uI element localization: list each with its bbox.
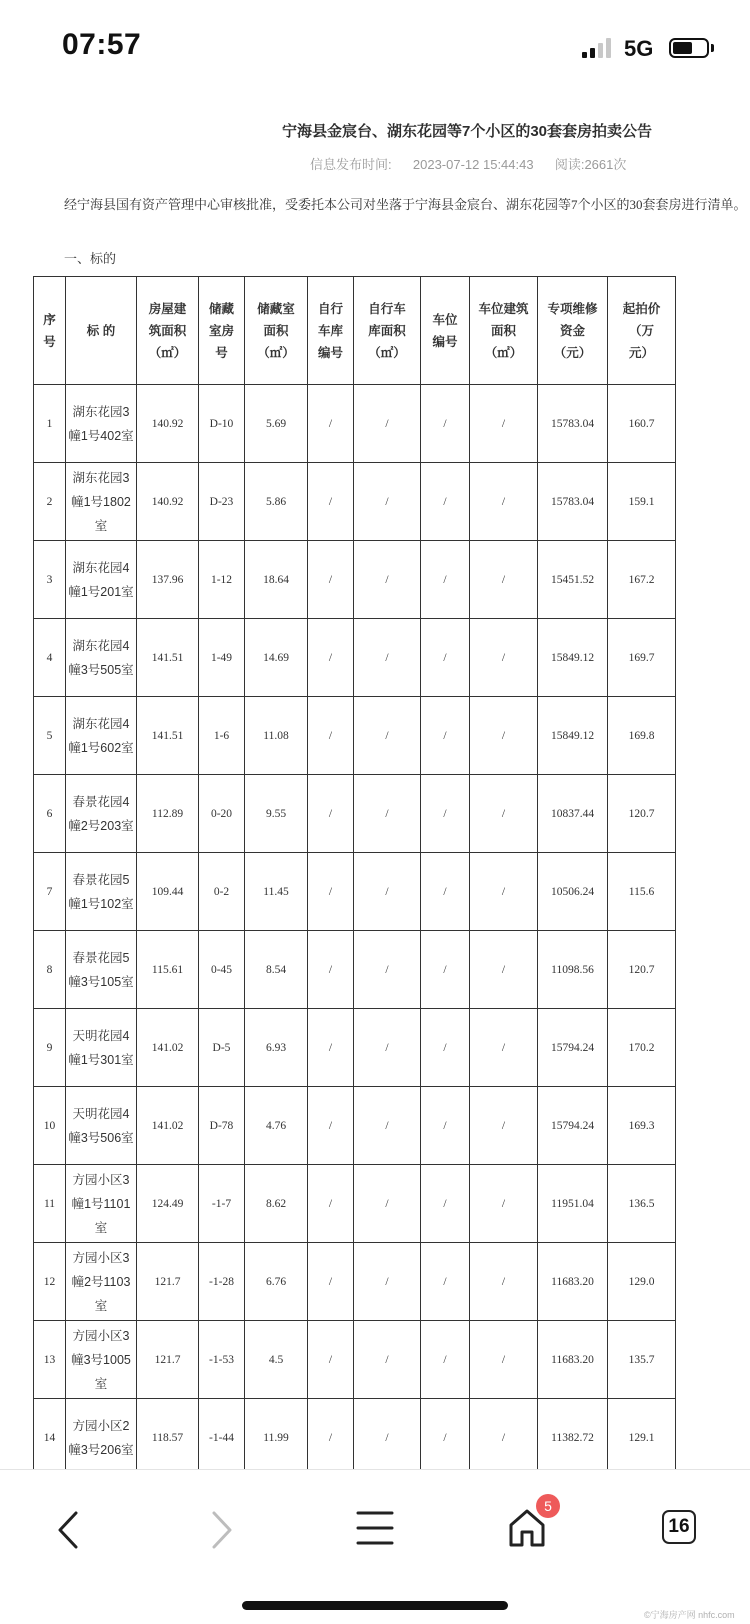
cell-bike-garage-area: / [354, 1165, 421, 1243]
cell-parking-area: / [470, 541, 538, 619]
cell-floor-area: 121.7 [137, 1321, 199, 1399]
cell-index: 14 [34, 1399, 66, 1470]
cell-bike-garage-area: / [354, 1087, 421, 1165]
status-bar [0, 0, 750, 92]
cell-storage-no: -1-53 [199, 1321, 245, 1399]
cell-parking-area: / [470, 1009, 538, 1087]
header-storage-area: 储藏室面积（㎡） [245, 277, 308, 385]
cell-index: 1 [34, 385, 66, 463]
cell-item: 方园小区3幢2号1103室 [66, 1243, 137, 1321]
cell-parking-area: / [470, 775, 538, 853]
cell-storage-area: 9.55 [245, 775, 308, 853]
header-starting-price: 起拍价（万元） [608, 277, 676, 385]
cell-parking-no: / [421, 463, 470, 541]
table-row [34, 931, 676, 1009]
table-row [34, 385, 676, 463]
cell-index: 13 [34, 1321, 66, 1399]
status-time: 07:57 [62, 28, 142, 61]
cell-bike-garage-area: / [354, 931, 421, 1009]
header-floor-area: 房屋建筑面积（㎡） [137, 277, 199, 385]
cell-storage-area: 14.69 [245, 619, 308, 697]
battery-cap [711, 44, 714, 52]
cell-floor-area: 118.57 [137, 1399, 199, 1470]
cell-maintenance-fund: 15451.52 [538, 541, 608, 619]
section-heading: 一、标的 [64, 251, 117, 266]
cell-bike-garage-no: / [308, 697, 354, 775]
cell-bike-garage-no: / [308, 619, 354, 697]
cell-parking-area: / [470, 1321, 538, 1399]
cell-starting-price: 170.2 [608, 1009, 676, 1087]
cell-starting-price: 136.5 [608, 1165, 676, 1243]
cell-parking-no: / [421, 1165, 470, 1243]
battery-level [673, 42, 692, 54]
cell-bike-garage-no: / [308, 463, 354, 541]
cell-starting-price: 169.7 [608, 619, 676, 697]
cell-floor-area: 115.61 [137, 931, 199, 1009]
cell-storage-no: D-78 [199, 1087, 245, 1165]
cell-parking-no: / [421, 385, 470, 463]
cell-storage-area: 6.93 [245, 1009, 308, 1087]
cell-floor-area: 141.51 [137, 697, 199, 775]
cell-storage-no: 1-6 [199, 697, 245, 775]
cell-parking-no: / [421, 1009, 470, 1087]
cell-bike-garage-no: / [308, 1399, 354, 1470]
cell-maintenance-fund: 15783.04 [538, 385, 608, 463]
cell-bike-garage-area: / [354, 463, 421, 541]
table-row [34, 775, 676, 853]
cell-bike-garage-area: / [354, 775, 421, 853]
cell-maintenance-fund: 11382.72 [538, 1399, 608, 1470]
cell-storage-area: 4.76 [245, 1087, 308, 1165]
cell-bike-garage-area: / [354, 619, 421, 697]
cell-item: 春景花园4幢2号203室 [66, 775, 137, 853]
cell-parking-no: / [421, 775, 470, 853]
cell-parking-no: / [421, 1087, 470, 1165]
cell-item: 天明花园4幢1号301室 [66, 1009, 137, 1087]
cell-floor-area: 124.49 [137, 1165, 199, 1243]
cell-storage-area: 8.54 [245, 931, 308, 1009]
cell-starting-price: 115.6 [608, 853, 676, 931]
header-parking-no: 车位编号 [421, 277, 470, 385]
cell-storage-no: -1-44 [199, 1399, 245, 1470]
cell-item: 春景花园5幢3号105室 [66, 931, 137, 1009]
cell-bike-garage-no: / [308, 1321, 354, 1399]
menu-icon [356, 1510, 394, 1546]
home-badge: 5 [536, 1494, 560, 1518]
cell-parking-no: / [421, 541, 470, 619]
cell-bike-garage-area: / [354, 1009, 421, 1087]
cell-bike-garage-area: / [354, 541, 421, 619]
cell-parking-area: / [470, 463, 538, 541]
cell-storage-area: 18.64 [245, 541, 308, 619]
signal-icon [582, 38, 612, 58]
cell-bike-garage-area: / [354, 1243, 421, 1321]
publish-time: 2023-07-12 15:44:43 [412, 157, 534, 172]
cell-index: 3 [34, 541, 66, 619]
network-type: 5G [624, 36, 654, 61]
cell-floor-area: 109.44 [137, 853, 199, 931]
header-bike-garage-area: 自行车库面积（㎡） [354, 277, 421, 385]
cell-parking-area: / [470, 853, 538, 931]
cell-storage-no: D-23 [199, 463, 245, 541]
back-button[interactable] [0, 1470, 150, 1582]
cell-item: 方园小区2幢3号206室 [66, 1399, 137, 1470]
cell-bike-garage-area: / [354, 697, 421, 775]
cell-storage-no: -1-28 [199, 1243, 245, 1321]
cell-parking-no: / [421, 1321, 470, 1399]
cell-item: 湖东花园4幢3号505室 [66, 619, 137, 697]
cell-floor-area: 141.51 [137, 619, 199, 697]
cell-starting-price: 129.1 [608, 1399, 676, 1470]
cell-starting-price: 120.7 [608, 931, 676, 1009]
cell-floor-area: 140.92 [137, 463, 199, 541]
cell-starting-price: 169.8 [608, 697, 676, 775]
tab-count-button[interactable]: 16 [662, 1510, 696, 1544]
cell-bike-garage-no: / [308, 1009, 354, 1087]
auction-table [33, 276, 676, 1469]
cell-storage-no: 1-49 [199, 619, 245, 697]
cell-index: 4 [34, 619, 66, 697]
cell-parking-no: / [421, 1243, 470, 1321]
cell-item: 方园小区3幢1号1101室 [66, 1165, 137, 1243]
cell-storage-area: 6.76 [245, 1243, 308, 1321]
header-index: 序号 [34, 277, 66, 385]
cell-parking-area: / [470, 931, 538, 1009]
table-row [34, 619, 676, 697]
cell-starting-price: 169.3 [608, 1087, 676, 1165]
cell-maintenance-fund: 10837.44 [538, 775, 608, 853]
cell-parking-no: / [421, 1399, 470, 1470]
cell-floor-area: 121.7 [137, 1243, 199, 1321]
cell-index: 8 [34, 931, 66, 1009]
cell-starting-price: 167.2 [608, 541, 676, 619]
cell-bike-garage-no: / [308, 385, 354, 463]
cell-parking-no: / [421, 697, 470, 775]
cell-starting-price: 129.0 [608, 1243, 676, 1321]
home-indicator[interactable] [242, 1601, 508, 1610]
cell-index: 12 [34, 1243, 66, 1321]
cell-floor-area: 112.89 [137, 775, 199, 853]
cell-bike-garage-no: / [308, 1243, 354, 1321]
article-title: 宁海县金宸台、湖东花园等7个小区的30套套房拍卖公告 [282, 123, 653, 140]
table-row [34, 1399, 676, 1470]
cell-storage-no: 0-20 [199, 775, 245, 853]
cell-maintenance-fund: 15849.12 [538, 619, 608, 697]
cell-storage-area: 11.45 [245, 853, 308, 931]
cell-bike-garage-no: / [308, 931, 354, 1009]
read-count: 阅读:2661次 [554, 157, 627, 172]
cell-bike-garage-area: / [354, 853, 421, 931]
watermark: ©宁海房产网 nhfc.com [644, 1610, 735, 1620]
cell-bike-garage-no: / [308, 1087, 354, 1165]
header-maintenance-fund: 专项维修资金（元） [538, 277, 608, 385]
cell-item: 湖东花园3幢1号402室 [66, 385, 137, 463]
cell-bike-garage-area: / [354, 1321, 421, 1399]
cell-bike-garage-area: / [354, 385, 421, 463]
table-row [34, 697, 676, 775]
header-storage-no: 储藏室房号 [199, 277, 245, 385]
cell-parking-no: / [421, 619, 470, 697]
home-button[interactable] [450, 1470, 600, 1582]
header-bike-garage-no: 自行车库编号 [308, 277, 354, 385]
cell-storage-no: D-5 [199, 1009, 245, 1087]
cell-item: 湖东花园3幢1号1802室 [66, 463, 137, 541]
header-item: 标 的 [66, 277, 137, 385]
chevron-left-icon [56, 1510, 80, 1550]
cell-parking-no: / [421, 931, 470, 1009]
cell-starting-price: 120.7 [608, 775, 676, 853]
cell-storage-no: -1-7 [199, 1165, 245, 1243]
table-row [34, 853, 676, 931]
table-row [34, 1321, 676, 1399]
publish-label: 信息发布时间: [310, 157, 392, 172]
cell-index: 9 [34, 1009, 66, 1087]
cell-index: 6 [34, 775, 66, 853]
table-header-row [34, 277, 676, 385]
cell-floor-area: 140.92 [137, 385, 199, 463]
cell-maintenance-fund: 15783.04 [538, 463, 608, 541]
cell-storage-area: 11.08 [245, 697, 308, 775]
cell-floor-area: 141.02 [137, 1087, 199, 1165]
table-row [34, 541, 676, 619]
cell-maintenance-fund: 11683.20 [538, 1243, 608, 1321]
cell-parking-no: / [421, 853, 470, 931]
cell-maintenance-fund: 11951.04 [538, 1165, 608, 1243]
forward-button[interactable] [150, 1470, 300, 1582]
cell-item: 湖东花园4幢1号201室 [66, 541, 137, 619]
cell-maintenance-fund: 10506.24 [538, 853, 608, 931]
cell-parking-area: / [470, 1087, 538, 1165]
intro-paragraph: 经宁海县国有资产管理中心审核批准，受委托本公司对坐落于宁海县金宸台、湖东花园等7个小区的30套套房进行清单。 [64, 197, 747, 212]
table-body [34, 385, 676, 1470]
cell-index: 10 [34, 1087, 66, 1165]
cell-maintenance-fund: 15794.24 [538, 1009, 608, 1087]
table-row [34, 1243, 676, 1321]
cell-floor-area: 137.96 [137, 541, 199, 619]
cell-bike-garage-area: / [354, 1399, 421, 1470]
browser-toolbar [0, 1469, 750, 1624]
cell-storage-area: 4.5 [245, 1321, 308, 1399]
cell-starting-price: 135.7 [608, 1321, 676, 1399]
cell-maintenance-fund: 11683.20 [538, 1321, 608, 1399]
cell-storage-no: 0-45 [199, 931, 245, 1009]
table-row [34, 1009, 676, 1087]
cell-item: 春景花园5幢1号102室 [66, 853, 137, 931]
cell-storage-area: 11.99 [245, 1399, 308, 1470]
cell-storage-area: 5.86 [245, 463, 308, 541]
article-meta [310, 154, 626, 173]
cell-item: 天明花园4幢3号506室 [66, 1087, 137, 1165]
cell-item: 湖东花园4幢1号602室 [66, 697, 137, 775]
cell-bike-garage-no: / [308, 853, 354, 931]
chevron-right-icon [210, 1510, 234, 1550]
cell-storage-area: 8.62 [245, 1165, 308, 1243]
cell-starting-price: 159.1 [608, 463, 676, 541]
web-content[interactable] [0, 92, 750, 1469]
menu-button[interactable] [300, 1470, 450, 1582]
cell-parking-area: / [470, 619, 538, 697]
cell-bike-garage-no: / [308, 775, 354, 853]
header-parking-area: 车位建筑面积（㎡） [470, 277, 538, 385]
cell-maintenance-fund: 15849.12 [538, 697, 608, 775]
cell-index: 7 [34, 853, 66, 931]
cell-parking-area: / [470, 1165, 538, 1243]
table-row [34, 463, 676, 541]
cell-parking-area: / [470, 1243, 538, 1321]
cell-storage-no: 1-12 [199, 541, 245, 619]
cell-bike-garage-no: / [308, 541, 354, 619]
cell-bike-garage-no: / [308, 1165, 354, 1243]
cell-storage-no: D-10 [199, 385, 245, 463]
cell-maintenance-fund: 15794.24 [538, 1087, 608, 1165]
cell-item: 方园小区3幢3号1005室 [66, 1321, 137, 1399]
table-row [34, 1087, 676, 1165]
cell-floor-area: 141.02 [137, 1009, 199, 1087]
table-row [34, 1165, 676, 1243]
cell-parking-area: / [470, 697, 538, 775]
cell-maintenance-fund: 11098.56 [538, 931, 608, 1009]
cell-storage-area: 5.69 [245, 385, 308, 463]
cell-index: 11 [34, 1165, 66, 1243]
cell-parking-area: / [470, 385, 538, 463]
cell-index: 5 [34, 697, 66, 775]
cell-parking-area: / [470, 1399, 538, 1470]
cell-index: 2 [34, 463, 66, 541]
cell-starting-price: 160.7 [608, 385, 676, 463]
cell-storage-no: 0-2 [199, 853, 245, 931]
battery-icon [669, 38, 709, 58]
